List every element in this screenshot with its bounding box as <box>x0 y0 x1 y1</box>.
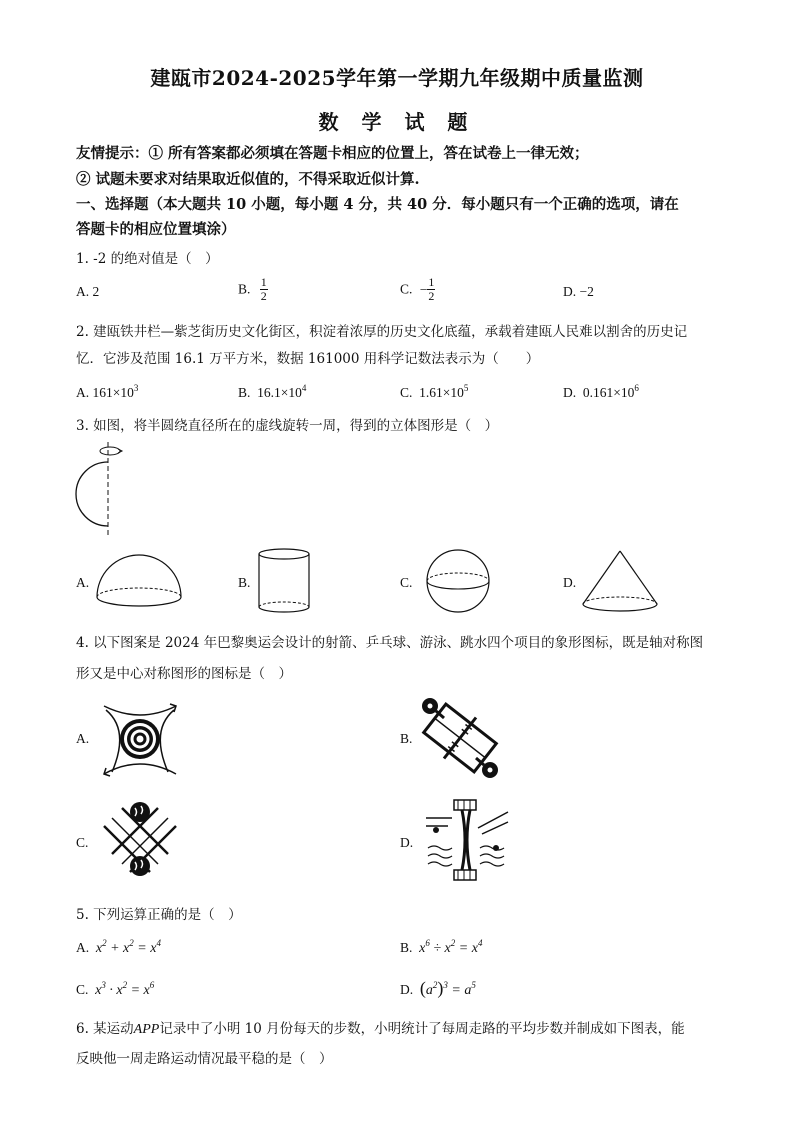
q4-stem-line-1: 4. 以下图案是 2024 年巴黎奥运会设计的射箭、乒乓球、游泳、跳水四个项目的象形图标，既是轴对称图 <box>76 635 704 651</box>
q2-option-d: D. $0.161\times 10^6$ <box>563 383 639 400</box>
q4-option-c-label: C. <box>76 835 89 850</box>
hemisphere-figure <box>94 550 184 610</box>
q2-option-a: A. $161\times 10^3$ <box>76 383 139 400</box>
table-tennis-icon <box>418 694 502 782</box>
q2-stem-line-1: 2. 建瓯铁井栏—紫芝街历史文化街区，积淀着浓厚的历史文化底蕴，承载着建瓯人民难以割舍的历史记 <box>76 324 688 340</box>
semicircle-rotation-figure <box>70 440 130 540</box>
q6-stem-line-2: 反映他一周走路运动情况最平稳的是（ ） <box>76 1051 333 1067</box>
q5-stem: 5. 下列运算正确的是（ ） <box>76 907 242 923</box>
q2-option-b: B. $16.1\times 10^4$ <box>238 383 307 400</box>
q3-option-c-label: C. <box>400 575 413 590</box>
q1-option-d: D. −2 <box>563 284 594 299</box>
q3-stem: 3. 如图，将半圆绕直径所在的虚线旋转一周，得到的立体图形是（ ） <box>76 418 499 434</box>
q6-stem-line-1: 6. 某运动APP记录中了小明 10 月份每天的步数，小明统计了每周走路的平均步数并制成如下图表，能 <box>76 1021 685 1037</box>
tips-line-1: 友情提示：① 所有答案都必须填在答题卡相应的位置上，答在试卷上一律无效； <box>76 145 589 162</box>
cone-figure <box>580 549 660 615</box>
q5-option-b: B. $x^6 \div x^2 = x^4$ <box>400 938 483 956</box>
q5-option-a: A. $x^2 + x^2 = x^4$ <box>76 938 161 956</box>
q1-option-b: B. $\frac{1}{2}$ <box>238 275 267 303</box>
q3-option-d-label: D. <box>563 575 577 590</box>
tips-line-2: ② 试题未要求对结果取近似值的，不得采取近似计算. <box>76 171 420 188</box>
q2-option-c: C. $1.61\times 10^5$ <box>400 383 469 400</box>
q1-option-c: C. − $\frac{1}{2}$ <box>400 275 435 303</box>
exam-subtitle: 数 学 试 题 <box>318 110 476 134</box>
exam-title: 建瓯市2024-2025学年第一学期九年级期中质量监测 <box>150 66 644 90</box>
q4-option-a-label: A. <box>76 731 90 746</box>
archery-target-icon <box>100 700 180 778</box>
q4-option-b-label: B. <box>400 731 413 746</box>
q2-stem-line-2: 忆．它涉及范围 16.1 万平方米，数据 161000 用科学记数法表示为（ ） <box>76 351 540 367</box>
q4-stem-line-2: 形又是中心对称图形的图标是（ ） <box>76 666 292 682</box>
section-heading-line-1: 一、选择题（本大题共 10 小题，每小题 4 分，共 40 分．每小题只有一个正确的选项，请在 <box>76 196 679 213</box>
section-heading-line-2: 答题卡的相应位置填涂） <box>76 221 236 238</box>
sphere-figure <box>418 548 498 614</box>
cylinder-figure <box>256 547 312 615</box>
q5-option-c: C. $x^3 \cdot x^2 = x^6$ <box>76 980 155 998</box>
swimming-icon <box>100 800 180 878</box>
q5-option-d: D. $(a^2)^3 = a^5$ <box>400 978 476 998</box>
q1-stem: 1. -2 的绝对值是（ ） <box>76 251 219 267</box>
q4-option-d-label: D. <box>400 835 414 850</box>
q3-option-a-label: A. <box>76 575 90 590</box>
diving-icon <box>424 798 510 882</box>
q3-option-b-label: B. <box>238 575 251 590</box>
q1-option-a: A. 2 <box>76 284 100 299</box>
